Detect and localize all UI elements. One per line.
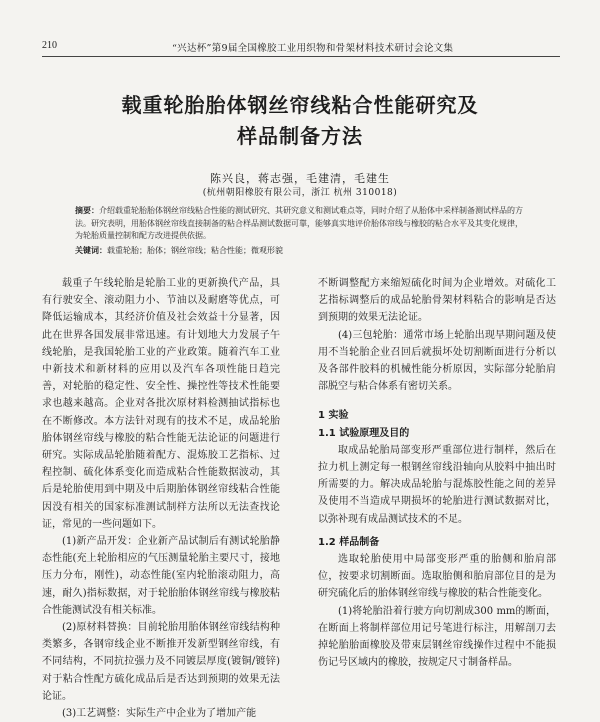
body-paragraph: (1)新产品开发：企业新产品试制后有测试轮胎静态性能(充上轮胎相应的气压测量轮胎主要尺寸，接地压力分布，刚性)，动态性能(室内轮胎滚动阻力，高速，耐久)指标数据，对于轮胎胎体钢丝帘线与橡胶粘合性能测试没有相关标准。 [42, 536, 280, 616]
authors: 陈兴良，蒋志强，毛建清，毛建生 [210, 172, 390, 185]
abstract [75, 205, 530, 243]
body-paragraph: 不断调整配方来缩短硫化时间为企业增效。对硫化工艺指标调整后的成品轮胎骨架材料粘合的影响是否达到预期的效果无法论证。 [318, 278, 556, 324]
subsection-heading-sample-prep: 1.2 样品制备 [318, 536, 380, 548]
paper-title [60, 90, 540, 152]
body-paragraph: (1)将轮胎沿着行驶方向切割成300 mm的断面，在断面上将制样部位用记号笔进行标注，用解剖刀去掉轮胎胎面橡胶及带束层钢丝帘线操作过程中不能损伤记号区域内的橡胶，按规定尺寸制备样品。 [318, 605, 556, 669]
body-paragraph: (4)三包轮胎：通常市场上轮胎出现早期问题及使用不当轮胎企业召回后就损坏处切割断面进行分析以及各部件胶料的机械性能分析原因，实际部分轮胎肩部脱空与粘合体系有密切关系。 [318, 329, 556, 393]
page-header [42, 40, 560, 57]
subsection-heading-principle: 1.1 试验原理及目的 [318, 427, 410, 439]
right-column [318, 275, 556, 671]
body-paragraph: (2)原材料替换：目前轮胎用胎体钢丝帘线结构种类繁多，各钢帘线企业不断推开发新型钢丝帘线，有不同结构，不同抗拉强力及不同镀层厚度(镀铜/镀锌)对于粘合性配方硫化成品后是否达到预期的效果无法论证。 [42, 622, 280, 702]
keywords-label: 关键词： [75, 246, 107, 255]
title-line-2: 样品制备方法 [237, 124, 363, 148]
running-head: “兴达杯”第9届全国橡胶工业用织物和骨架材料技术研讨会论文集 [172, 43, 454, 54]
title-line-1: 载重轮胎胎体钢丝帘线粘合性能研究及 [121, 93, 479, 117]
abstract-text: 介绍载重轮胎胎体钢丝帘线粘合性能的测试研究、其研究意义和测试难点等，同时介绍了从胎体中采样制备测试样品的方法。研究表明，用胎体钢丝帘线直接制备的粘合样品测试数据可靠，能够真实地评价胎体帘线与橡胶的粘合水平及其变化规律，为轮胎质量控制和配方改进提供依据。 [75, 206, 523, 240]
body-paragraph: 取成品轮胎局部变形严重部位进行制样，然后在拉力机上测定每一根钢丝帘线沿轴向从胶料中抽出时所需要的力。解决成品轮胎与混炼胶性能之间的差异及使用不当造成早期损坏的轮胎进行测试数据对比，以弥补现有成品测试技术的不足。 [318, 444, 556, 525]
keywords [75, 245, 530, 257]
section-heading-experiment: 1 实验 [318, 410, 349, 422]
abstract-label: 摘要： [75, 206, 99, 215]
keywords-text: 载重轮胎；胎体；钢丝帘线；粘合性能；微观形貌 [107, 246, 283, 255]
body-paragraph: 选取轮胎使用中局部变形严重的胎侧和胎肩部位，按要求切割断面。选取胎侧和胎肩部位目的是为研究硫化后的胎体钢丝帘线与橡胶的粘合性能变化。 [318, 554, 556, 600]
affiliation: (杭州朝阳橡胶有限公司，浙江 杭州 310018) [202, 188, 398, 198]
left-column [42, 275, 280, 722]
body-paragraph: (3)工艺调整：实际生产中企业为了增加产能 [62, 708, 257, 720]
body-paragraph: 载重子午线轮胎是轮胎工业的更新换代产品，具有行驶安全、滚动阻力小、节油以及耐磨等优点，可降低运输成本，其经济价值及社会效益十分显著，因此在世界各国发展非常迅速。有计划地大力发展子午线轮胎，是我国轮胎工业的产业政策。随着汽车工业中新技术和新材料的应用以及汽车各项性能日趋完善，对轮胎的稳定性、安全性、操控性等技术性能要求也越来越高。企业对各批次原材料检测抽试指标也在不断修改。本方法针对现有的技术不足，成品轮胎胎体钢丝帘线与橡胶的粘合性能无法论证的问题进行研究。实际成品轮胎随着配方、混炼胶工艺指标、过程控制、硫化体系变化而造成粘合性能数据波动，其后是轮胎使用到中期及中后期胎体钢丝帘线粘合性能因没有相关的国家标准测试制样方法所以无法查找论证，常见的一些问题如下。 [42, 278, 280, 530]
page-number: 210 [42, 40, 57, 51]
